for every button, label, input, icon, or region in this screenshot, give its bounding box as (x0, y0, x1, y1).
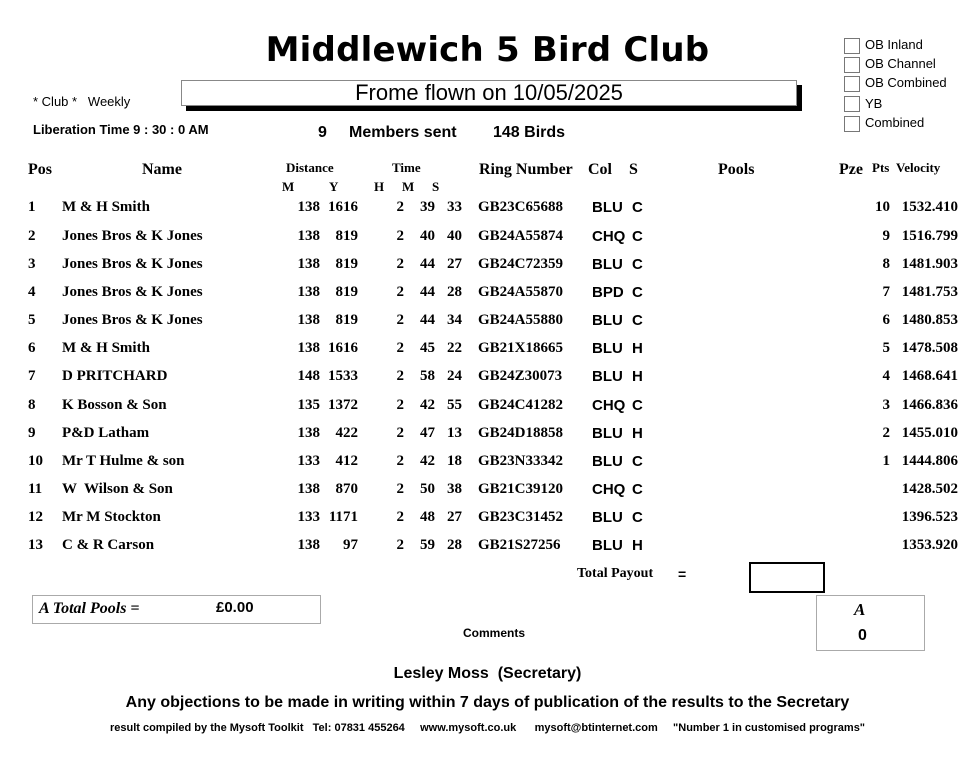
cell-yards: 1372 (328, 397, 358, 413)
cell-colour: BLU (592, 537, 623, 554)
cell-sex: H (632, 368, 643, 385)
table-row (0, 368, 975, 396)
cell-name: Jones Bros & K Jones (62, 284, 203, 300)
cell-pos: 12 (28, 509, 43, 525)
table-row (0, 397, 975, 425)
cell-colour: CHQ (592, 228, 626, 245)
cell-ring: GB21X18665 (478, 340, 564, 356)
cell-minutes: 48 (420, 509, 435, 525)
cell-minutes: 59 (420, 537, 435, 553)
col-ring-number: Ring Number (479, 161, 573, 178)
cell-sex: C (632, 256, 643, 273)
checkbox-yb[interactable] (844, 96, 860, 112)
cell-velocity: 1455.010 (901, 425, 958, 441)
table-row (0, 228, 975, 256)
cell-minutes: 50 (420, 481, 435, 497)
total-payout-box (749, 562, 825, 593)
cell-ring: GB21S27256 (478, 537, 561, 553)
cell-name: D PRITCHARD (62, 368, 168, 384)
cell-miles: 138 (297, 537, 320, 553)
cell-pos: 4 (28, 284, 36, 300)
col-colour: Col (588, 161, 612, 178)
cell-miles: 138 (297, 284, 320, 300)
cell-sex: C (632, 397, 643, 414)
table-row (0, 284, 975, 312)
checkbox-label: OB Combined (865, 75, 947, 90)
cell-hours: 2 (396, 256, 404, 272)
secretary-name: Lesley Moss (Secretary) (393, 665, 582, 682)
cell-points: 4 (882, 368, 890, 384)
cell-colour: BLU (592, 453, 623, 470)
checkbox-label: YB (865, 96, 883, 111)
birds-count: 148 Birds (493, 124, 566, 141)
col-points: Pts (872, 160, 890, 175)
cell-velocity: 1478.508 (901, 340, 958, 356)
liberation-time: Liberation Time 9 : 30 : 0 AM (33, 122, 209, 137)
cell-hours: 2 (396, 453, 404, 469)
a-value: 0 (858, 627, 867, 644)
cell-sex: C (632, 228, 643, 245)
cell-hours: 2 (396, 481, 404, 497)
table-row (0, 453, 975, 481)
cell-pos: 10 (28, 453, 43, 469)
cell-ring: GB24A55880 (478, 312, 564, 328)
cell-points: 3 (882, 397, 890, 413)
cell-miles: 138 (297, 481, 320, 497)
cell-points: 9 (882, 228, 890, 244)
col-time: Time (392, 160, 421, 175)
cell-sex: C (632, 312, 643, 329)
cell-seconds: 18 (447, 453, 462, 469)
cell-points: 6 (882, 312, 890, 328)
cell-ring: GB24C41282 (478, 397, 564, 413)
cell-miles: 138 (297, 256, 320, 272)
col-sex: S (629, 161, 638, 178)
col-name: Name (142, 161, 182, 178)
cell-points: 8 (882, 256, 890, 272)
checkbox-ob-combined[interactable] (844, 76, 860, 92)
table-row (0, 425, 975, 453)
cell-seconds: 24 (447, 368, 462, 384)
table-row (0, 537, 975, 565)
cell-colour: CHQ (592, 397, 626, 414)
cell-velocity: 1444.806 (901, 453, 958, 469)
cell-minutes: 44 (420, 256, 435, 272)
cell-name: M & H Smith (62, 340, 150, 356)
cell-minutes: 44 (420, 284, 435, 300)
cell-pos: 6 (28, 340, 36, 356)
cell-miles: 133 (297, 453, 320, 469)
cell-colour: CHQ (592, 481, 626, 498)
cell-pos: 7 (28, 368, 36, 384)
cell-miles: 133 (297, 509, 320, 525)
compiler-credits: result compiled by the Mysoft Toolkit Tel: 07831 455264 www.mysoft.co.uk mysoft@btinternet.com "Number 1 in customised programs" (109, 722, 866, 734)
cell-hours: 2 (396, 228, 404, 244)
cell-yards: 422 (335, 425, 358, 441)
cell-seconds: 40 (447, 228, 462, 244)
objections-notice: Any objections to be made in writing within 7 days of publication of the results to the Secretary (125, 694, 850, 711)
cell-name: C & R Carson (62, 537, 155, 553)
cell-ring: GB23C31452 (478, 509, 564, 525)
cell-yards: 819 (335, 256, 358, 272)
table-row (0, 199, 975, 227)
col-time-hours: H (374, 179, 385, 194)
cell-pos: 13 (28, 537, 43, 553)
cell-hours: 2 (396, 509, 404, 525)
cell-velocity: 1481.903 (901, 256, 958, 272)
table-row (0, 312, 975, 340)
cell-colour: BLU (592, 425, 623, 442)
cell-hours: 2 (396, 397, 404, 413)
cell-minutes: 40 (420, 228, 435, 244)
cell-yards: 870 (335, 481, 358, 497)
cell-name: Jones Bros & K Jones (62, 228, 203, 244)
page-title: Middlewich 5 Bird Club (265, 30, 710, 70)
cell-sex: C (632, 199, 643, 216)
cell-seconds: 55 (447, 397, 462, 413)
cell-pos: 2 (28, 228, 36, 244)
total-payout-label: Total Payout (577, 566, 654, 581)
cell-velocity: 1481.753 (901, 284, 958, 300)
cell-colour: BLU (592, 312, 623, 329)
table-row (0, 340, 975, 368)
cell-minutes: 42 (420, 453, 435, 469)
cell-yards: 1171 (328, 509, 358, 525)
cell-ring: GB24C72359 (478, 256, 564, 272)
cell-name: Mr M Stockton (62, 509, 161, 525)
cell-minutes: 45 (420, 340, 435, 356)
cell-ring: GB24D18858 (478, 425, 564, 441)
cell-hours: 2 (396, 340, 404, 356)
checkbox-label: OB Channel (865, 56, 936, 71)
cell-points: 5 (882, 340, 890, 356)
cell-hours: 2 (396, 537, 404, 553)
cell-sex: H (632, 425, 643, 442)
comments-label: Comments (463, 626, 526, 640)
cell-yards: 1533 (328, 368, 358, 384)
cell-sex: C (632, 453, 643, 470)
checkbox-ob-inland[interactable] (844, 38, 860, 54)
cell-sex: C (632, 509, 643, 526)
cell-ring: GB21C39120 (478, 481, 564, 497)
cell-minutes: 44 (420, 312, 435, 328)
cell-ring: GB23N33342 (478, 453, 564, 469)
cell-velocity: 1428.502 (901, 481, 958, 497)
cell-ring: GB23C65688 (478, 199, 564, 215)
cell-velocity: 1466.836 (901, 397, 958, 413)
cell-sex: H (632, 340, 643, 357)
cell-sex: C (632, 481, 643, 498)
table-row (0, 481, 975, 509)
cell-velocity: 1468.641 (901, 368, 958, 384)
cell-pos: 3 (28, 256, 36, 272)
total-pools-label: A Total Pools = (39, 600, 140, 617)
total-pools-box (32, 595, 321, 624)
cell-seconds: 34 (447, 312, 462, 328)
cell-name: Jones Bros & K Jones (62, 312, 203, 328)
cell-yards: 819 (335, 228, 358, 244)
cell-hours: 2 (396, 199, 404, 215)
cell-velocity: 1480.853 (901, 312, 958, 328)
cell-seconds: 27 (447, 256, 462, 272)
cell-points: 7 (882, 284, 890, 300)
cell-yards: 97 (343, 537, 358, 553)
cell-hours: 2 (396, 368, 404, 384)
cell-points: 2 (882, 425, 890, 441)
cell-pos: 8 (28, 397, 36, 413)
cell-yards: 1616 (328, 340, 358, 356)
cell-miles: 138 (297, 340, 320, 356)
cell-colour: BLU (592, 199, 623, 216)
cell-seconds: 33 (447, 199, 462, 215)
col-pools: Pools (718, 161, 755, 178)
col-velocity: Velocity (896, 160, 941, 175)
cell-name: Jones Bros & K Jones (62, 256, 203, 272)
cell-seconds: 13 (447, 425, 462, 441)
col-pos: Pos (28, 161, 52, 178)
cell-velocity: 1353.920 (901, 537, 958, 553)
cell-pos: 9 (28, 425, 36, 441)
cell-yards: 819 (335, 284, 358, 300)
cell-miles: 135 (297, 397, 320, 413)
cell-ring: GB24A55870 (478, 284, 564, 300)
cell-minutes: 58 (420, 368, 435, 384)
cell-velocity: 1516.799 (901, 228, 958, 244)
col-time-minutes: M (402, 179, 415, 194)
cell-colour: BPD (592, 284, 624, 301)
col-prize: Pze (839, 161, 863, 178)
cell-velocity: 1396.523 (901, 509, 958, 525)
checkbox-label: OB Inland (865, 37, 923, 52)
members-label: Members sent (349, 124, 457, 141)
cell-miles: 148 (297, 368, 320, 384)
cell-miles: 138 (297, 312, 320, 328)
cell-seconds: 28 (447, 284, 462, 300)
cell-seconds: 28 (447, 537, 462, 553)
col-distance-miles: M (282, 179, 295, 194)
cell-colour: BLU (592, 256, 623, 273)
cell-hours: 2 (396, 284, 404, 300)
cell-seconds: 38 (447, 481, 462, 497)
cell-miles: 138 (297, 425, 320, 441)
checkbox-ob-channel[interactable] (844, 57, 860, 73)
cell-yards: 1616 (328, 199, 358, 215)
cell-points: 1 (882, 453, 890, 469)
table-row (0, 509, 975, 537)
cell-minutes: 39 (420, 199, 435, 215)
checkbox-label: Combined (865, 115, 925, 130)
a-summary-box (816, 595, 925, 651)
cell-seconds: 22 (447, 340, 462, 356)
col-distance: Distance (286, 160, 334, 175)
race-flown-banner: Frome flown on 10/05/2025 (181, 80, 797, 106)
col-distance-yards: Y (329, 179, 339, 194)
cell-sex: H (632, 537, 643, 554)
cell-miles: 138 (297, 199, 320, 215)
club-type: * Club * Weekly (33, 94, 131, 109)
members-count: 9 (318, 124, 327, 141)
cell-velocity: 1532.410 (901, 199, 958, 215)
cell-seconds: 27 (447, 509, 462, 525)
col-time-seconds: S (432, 179, 440, 194)
cell-pos: 1 (28, 199, 36, 215)
cell-hours: 2 (396, 425, 404, 441)
cell-pos: 11 (28, 481, 43, 497)
cell-name: M & H Smith (62, 199, 150, 215)
cell-ring: GB24A55874 (478, 228, 564, 244)
total-payout-equals: = (678, 566, 687, 582)
total-pools-value: £0.00 (216, 599, 254, 616)
cell-colour: BLU (592, 368, 623, 385)
table-row (0, 256, 975, 284)
cell-yards: 819 (335, 312, 358, 328)
cell-colour: BLU (592, 509, 623, 526)
cell-points: 10 (875, 199, 890, 215)
cell-name: Mr T Hulme & son (62, 453, 185, 469)
cell-name: P&D Latham (62, 425, 150, 441)
cell-hours: 2 (396, 312, 404, 328)
cell-name: K Bosson & Son (62, 397, 167, 413)
cell-miles: 138 (297, 228, 320, 244)
cell-pos: 5 (28, 312, 36, 328)
cell-minutes: 42 (420, 397, 435, 413)
cell-colour: BLU (592, 340, 623, 357)
cell-yards: 412 (335, 453, 358, 469)
cell-ring: GB24Z30073 (478, 368, 563, 384)
checkbox-combined[interactable] (844, 116, 860, 132)
cell-minutes: 47 (420, 425, 435, 441)
a-label: A (854, 600, 866, 619)
cell-name: W Wilson & Son (62, 481, 173, 497)
cell-sex: C (632, 284, 643, 301)
